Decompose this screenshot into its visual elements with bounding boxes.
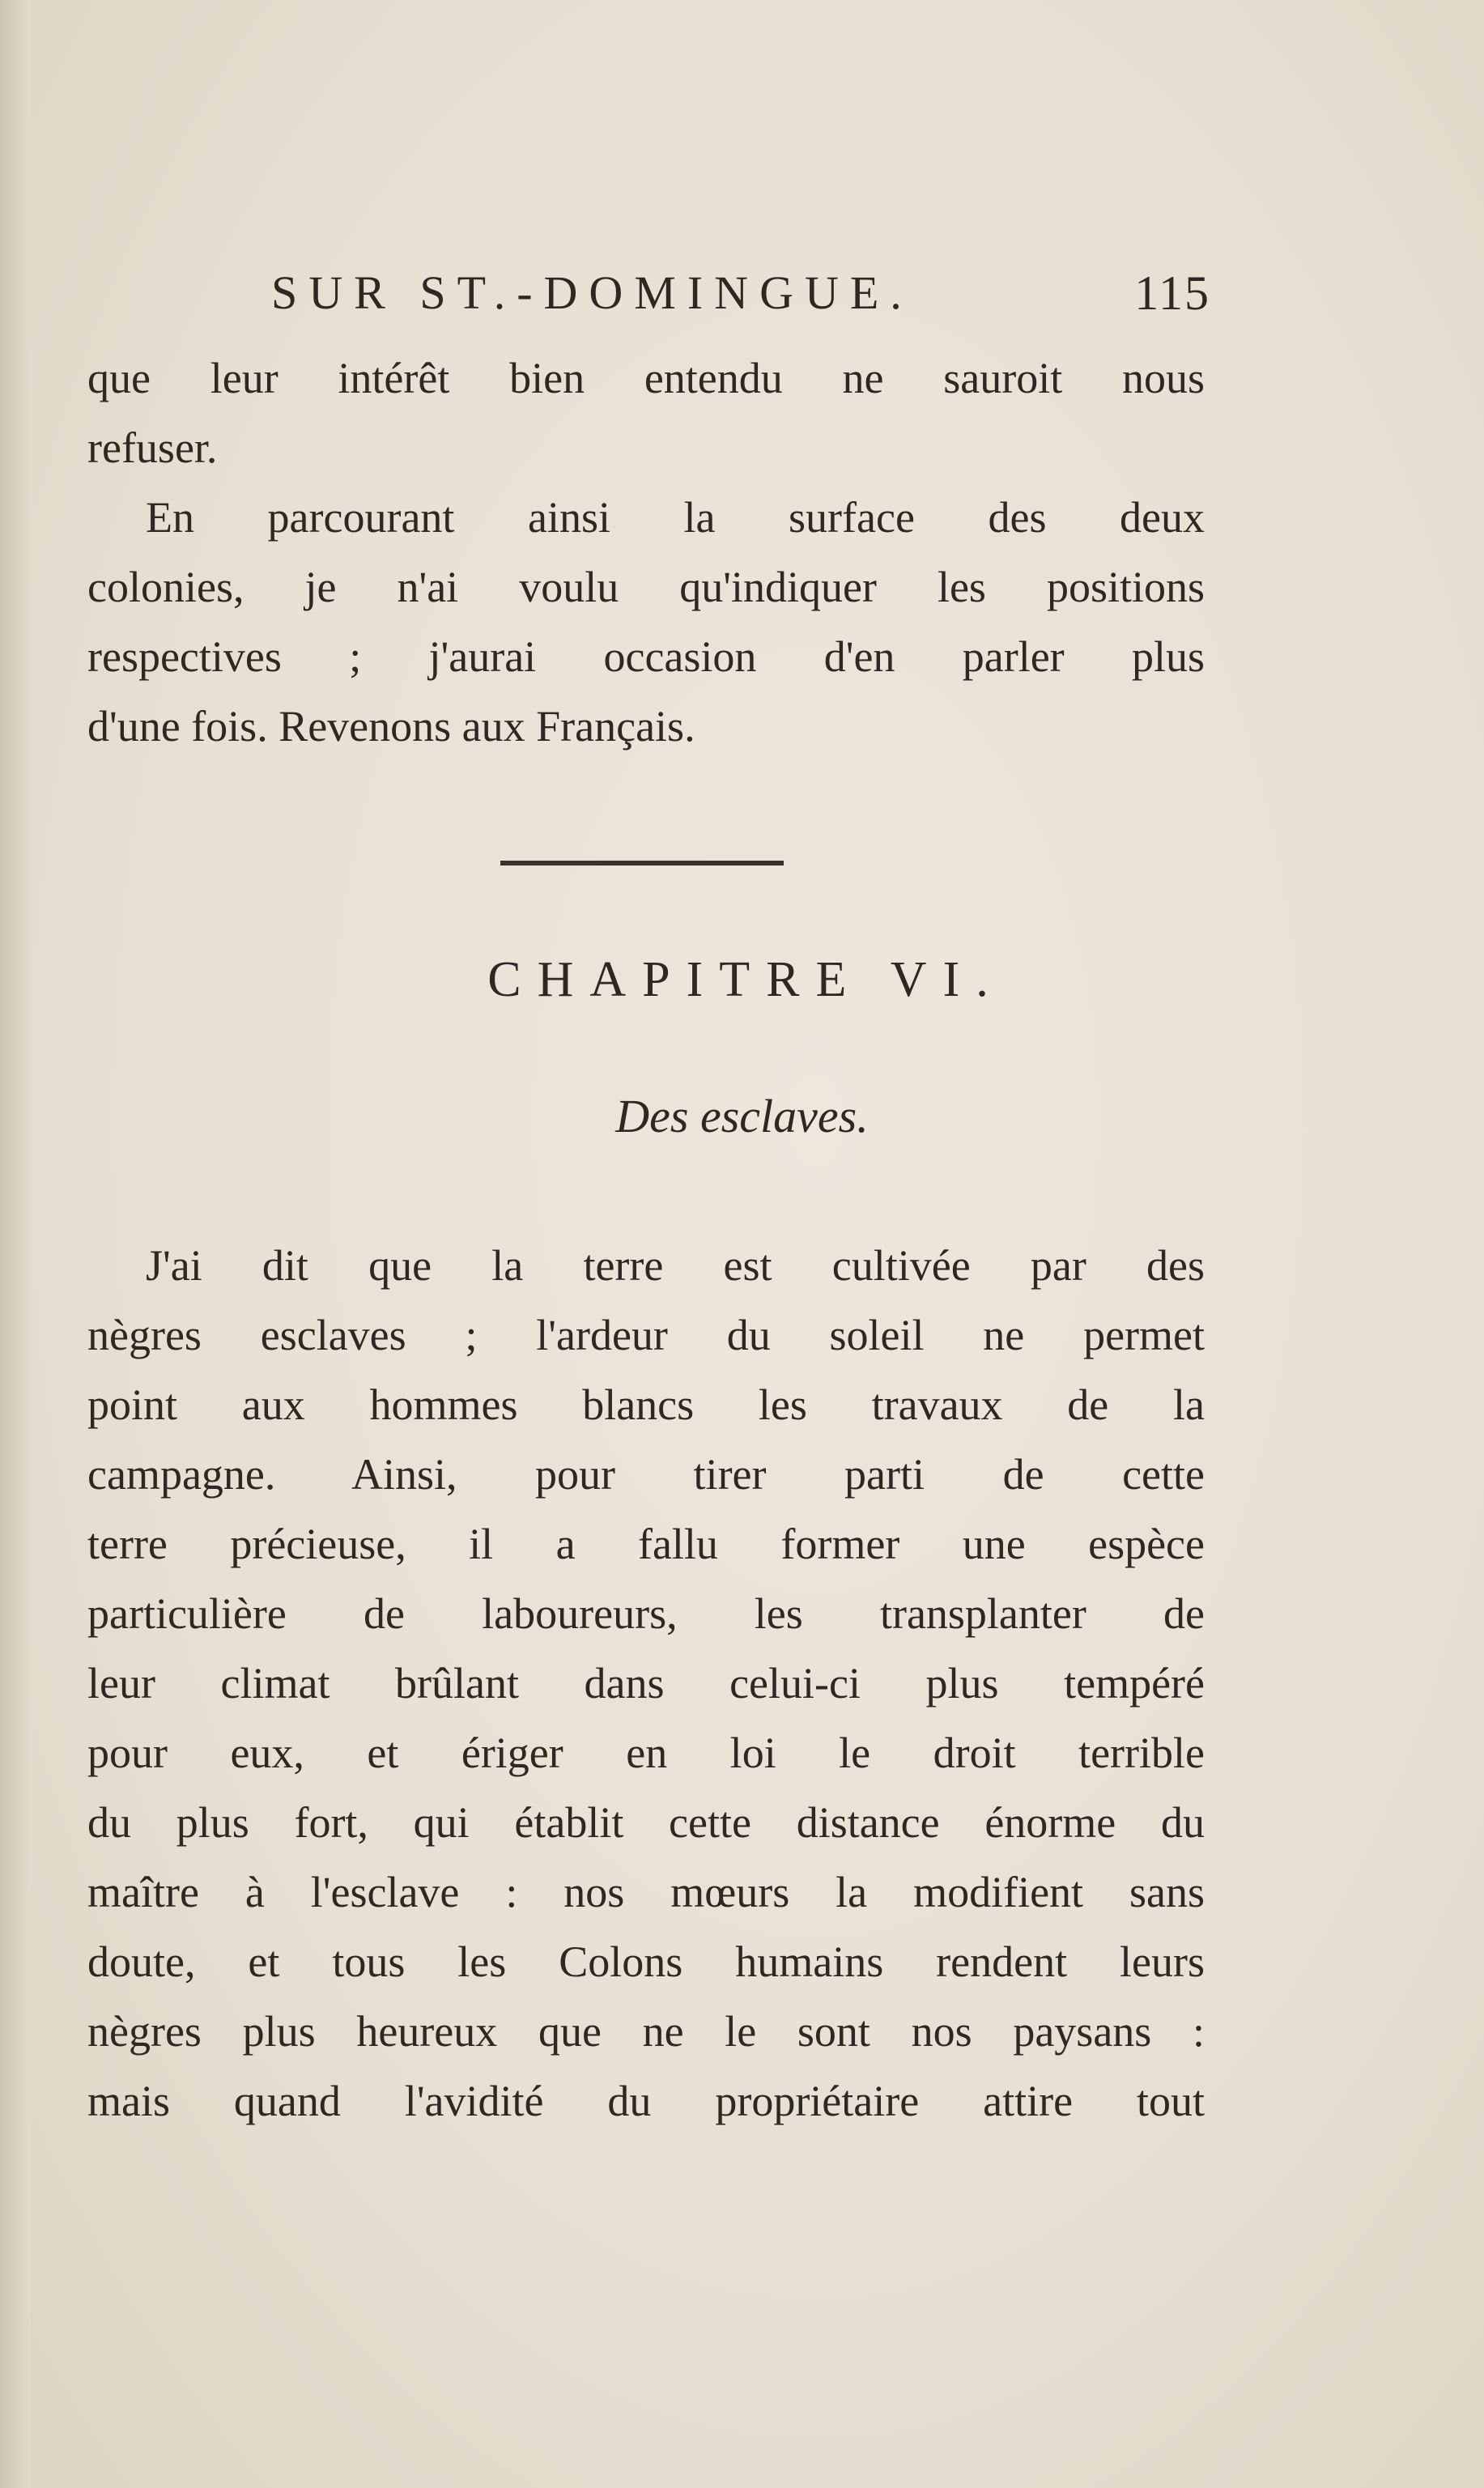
text-line: d'une fois. Revenons aux Français. xyxy=(87,702,695,751)
text-line: respectives ; j'aurai occasion d'en parler plus xyxy=(87,632,1205,681)
text-line: pour eux, et ériger en loi le droit terrible xyxy=(87,1729,1205,1777)
chapter-title: CHAPITRE VI. xyxy=(487,952,1005,1007)
text-line: refuser. xyxy=(87,423,218,472)
page-number: 115 xyxy=(1134,266,1210,320)
text-line: mais quand l'avidité du propriétaire attire tout xyxy=(87,2077,1205,2125)
running-head xyxy=(271,266,1210,330)
binding-edge xyxy=(0,0,31,2488)
chapter-subtitle: Des esclaves. xyxy=(615,1090,869,1142)
text-line: nègres esclaves ; l'ardeur du soleil ne permet xyxy=(87,1311,1205,1359)
text-line: que leur intérêt bien entendu ne sauroit nous xyxy=(87,354,1205,402)
text-line: En parcourant ainsi la surface des deux xyxy=(146,493,1205,542)
text-line: point aux hommes blancs les travaux de la xyxy=(87,1380,1205,1429)
text-line: nègres plus heureux que ne le sont nos paysans : xyxy=(87,2007,1205,2056)
running-head-title: SUR ST.-DOMINGUE. xyxy=(271,266,913,319)
text-line: terre précieuse, il a fallu former une espèce xyxy=(87,1520,1205,1568)
text-line: du plus fort, qui établit cette distance énorme du xyxy=(87,1798,1205,1847)
text-line: doute, et tous les Colons humains rendent leurs xyxy=(87,1937,1205,1986)
text-line: campagne. Ainsi, pour tirer parti de cette xyxy=(87,1450,1205,1499)
text-line: colonies, je n'ai voulu qu'indiquer les positions xyxy=(87,563,1205,611)
text-line: J'ai dit que la terre est cultivée par des xyxy=(146,1241,1205,1290)
text-line: particulière de laboureurs, les transplanter de xyxy=(87,1589,1205,1638)
text-line: leur climat brûlant dans celui-ci plus tempéré xyxy=(87,1659,1205,1708)
text-line: maître à l'esclave : nos mœurs la modifient sans xyxy=(87,1868,1205,1916)
section-rule xyxy=(500,861,784,865)
